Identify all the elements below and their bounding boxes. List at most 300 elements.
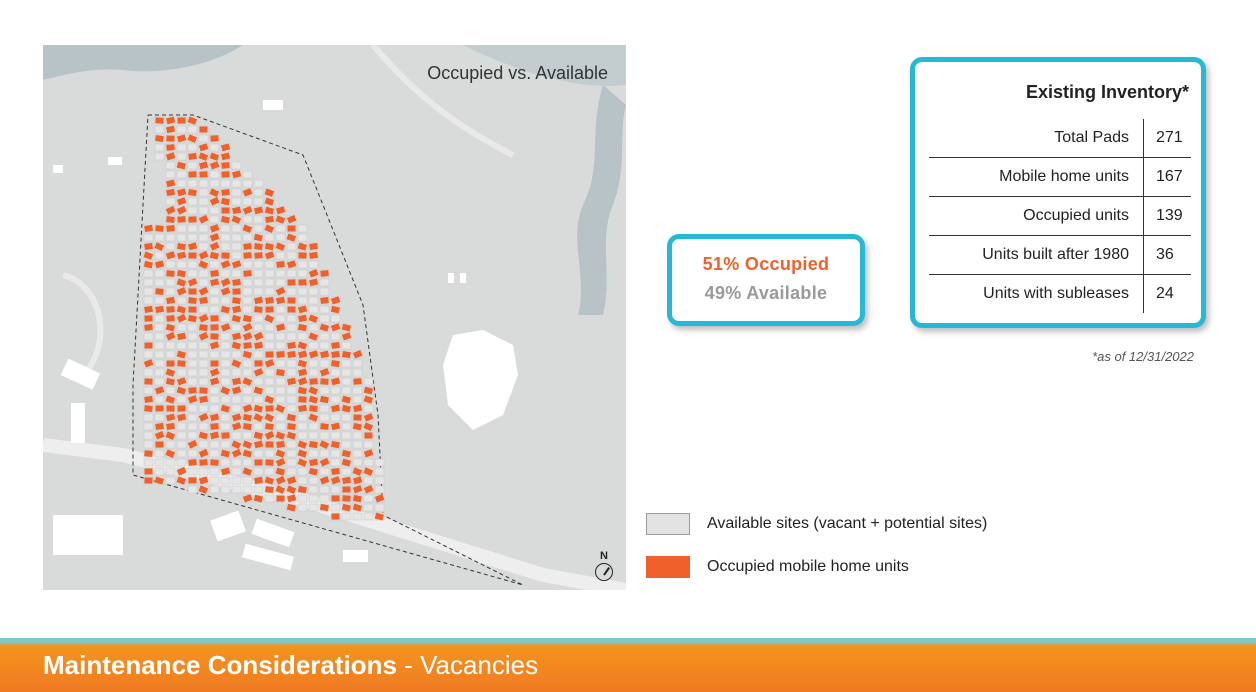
available-site (210, 405, 219, 412)
available-site (276, 315, 285, 322)
north-label: N (600, 550, 608, 562)
available-site (287, 243, 296, 250)
available-site (155, 351, 164, 358)
building (460, 273, 466, 283)
occupied-unit (155, 135, 164, 142)
available-site (298, 270, 307, 277)
available-site (210, 387, 219, 394)
occupied-unit (144, 378, 152, 384)
table-row (929, 158, 1191, 197)
occupied-unit (210, 270, 219, 277)
available-site (364, 441, 373, 448)
available-site (177, 432, 186, 439)
occupied-unit (166, 225, 175, 232)
occupied-unit (188, 477, 196, 483)
occupied-unit (177, 360, 186, 367)
occupied-unit (155, 423, 164, 430)
available-site (210, 450, 219, 457)
available-site (298, 495, 307, 502)
available-site (199, 270, 208, 277)
occupied-unit (210, 324, 218, 330)
occupied-unit (243, 243, 252, 250)
legend-occupied (646, 556, 909, 578)
occupied-unit (155, 288, 163, 295)
available-site (177, 459, 186, 466)
available-site (166, 234, 175, 241)
available-site (177, 153, 186, 160)
available-site (320, 495, 329, 502)
available-site (265, 261, 274, 268)
available-site (155, 378, 164, 385)
available-site (320, 387, 329, 394)
occupied-unit (199, 387, 207, 394)
available-site (221, 423, 230, 430)
available-site (342, 513, 351, 520)
available-site (210, 288, 219, 295)
occupied-unit (287, 306, 295, 312)
available-site (320, 342, 329, 349)
available-site (298, 234, 307, 241)
available-site (353, 450, 362, 457)
available-site (375, 477, 384, 484)
available-site (342, 432, 351, 439)
available-site (309, 360, 318, 367)
available-site (232, 486, 241, 493)
occupied-unit (166, 189, 175, 196)
inventory-card (910, 57, 1206, 328)
occupied-unit (166, 405, 174, 411)
available-site (155, 126, 164, 133)
building (251, 519, 294, 548)
available-site (199, 306, 208, 313)
available-site (155, 369, 164, 376)
available-site (298, 423, 307, 430)
occupied-unit (210, 135, 218, 141)
map-title: Occupied vs. Available (427, 63, 608, 83)
available-site (331, 504, 340, 511)
available-site (353, 387, 362, 394)
footer-subtitle: - Vacancies (396, 650, 539, 680)
available-site (364, 504, 373, 511)
occupied-unit (287, 423, 296, 430)
occupied-unit (144, 396, 153, 403)
occupied-unit (144, 243, 153, 250)
occupied-percent: 51% Occupied (702, 254, 830, 274)
table-row (929, 236, 1191, 275)
available-site (309, 261, 318, 268)
occupied-unit (210, 423, 218, 430)
available-site (144, 297, 153, 304)
available-site (265, 270, 274, 277)
available-site (254, 198, 263, 205)
legend-available (646, 513, 987, 535)
available-site (232, 270, 241, 277)
available-site (243, 288, 252, 295)
legend-occupied-label: Occupied mobile home units (707, 558, 909, 575)
occupied-unit (155, 405, 163, 411)
available-site (287, 441, 296, 448)
available-site (254, 378, 263, 385)
available-site (144, 351, 153, 358)
occupied-unit (144, 342, 152, 348)
available-site (199, 360, 208, 367)
available-site (221, 243, 230, 250)
available-site (287, 468, 296, 475)
available-site (287, 387, 296, 394)
available-site (155, 297, 164, 304)
available-site (144, 414, 153, 421)
available-site (210, 261, 219, 268)
available-site (254, 450, 263, 457)
occupancy-summary (667, 234, 865, 326)
available-site (298, 504, 307, 511)
occupied-unit (144, 324, 153, 331)
available-site (320, 486, 329, 493)
available-site (155, 414, 164, 421)
occupied-unit (188, 171, 196, 177)
available-site (210, 396, 219, 403)
available-site (232, 234, 241, 241)
available-site (276, 234, 285, 241)
available-site (144, 333, 153, 340)
available-site (309, 504, 318, 511)
available-site (232, 405, 241, 412)
available-site (309, 306, 318, 313)
available-site (232, 468, 241, 475)
occupied-unit (331, 513, 339, 519)
available-site (320, 306, 329, 313)
row-label: Units with subleases (929, 275, 1144, 314)
occupied-unit (144, 405, 153, 412)
available-site (188, 180, 197, 187)
available-site (309, 342, 318, 349)
available-site (298, 468, 307, 475)
available-site (287, 333, 296, 340)
occupied-unit (265, 405, 273, 411)
available-site (320, 288, 329, 295)
available-site (221, 477, 230, 484)
occupied-unit (298, 405, 307, 412)
available-site (210, 486, 219, 493)
inventory-title: Existing Inventory* (1025, 82, 1189, 102)
available-site (144, 270, 153, 277)
occupied-unit (254, 360, 262, 366)
occupied-unit (188, 297, 197, 304)
available-site (309, 297, 318, 304)
available-site (232, 252, 241, 259)
available-site (144, 234, 153, 241)
occupied-unit (331, 360, 340, 367)
available-site (166, 441, 175, 448)
legend-available-label: Available sites (vacant + potential sites) (707, 515, 988, 532)
available-site (188, 414, 197, 421)
available-site (243, 297, 252, 304)
available-site (144, 432, 153, 439)
occupied-unit (254, 252, 263, 259)
available-site (155, 252, 164, 259)
available-site (320, 405, 329, 412)
available-site (320, 450, 329, 457)
available-site (199, 441, 208, 448)
available-site (177, 297, 186, 304)
occupied-unit (309, 252, 318, 259)
occupied-unit (331, 342, 340, 349)
available-site (342, 369, 351, 376)
available-site (342, 423, 351, 430)
occupied-unit (155, 441, 163, 447)
occupied-unit (342, 486, 350, 492)
occupied-unit (254, 306, 263, 313)
row-value: 271 (1144, 119, 1192, 158)
available-site (243, 234, 252, 241)
footer-bar (0, 638, 1256, 692)
available-site (309, 369, 318, 376)
building (71, 403, 85, 443)
available-site (166, 459, 175, 466)
occupied-unit (243, 270, 252, 277)
available-site (265, 234, 274, 241)
available-site (265, 369, 274, 376)
available-site (199, 234, 208, 241)
available-site (287, 270, 296, 277)
available-site (375, 486, 384, 493)
occupied-unit (221, 252, 229, 258)
available-site (342, 342, 351, 349)
occupied-unit (232, 297, 241, 304)
available-site (188, 432, 197, 439)
available-site (276, 225, 285, 232)
occupied-unit (276, 495, 284, 501)
available-site (276, 342, 285, 349)
occupied-unit (177, 405, 185, 411)
building (242, 544, 294, 570)
available-site (210, 297, 219, 304)
available-site (243, 459, 252, 466)
available-site (353, 459, 362, 466)
occupied-unit (166, 135, 174, 141)
occupied-unit (287, 225, 295, 231)
available-site (243, 432, 252, 439)
occupied-unit (155, 225, 163, 232)
available-site (276, 270, 285, 277)
occupied-unit (221, 171, 229, 177)
available-site (199, 180, 208, 187)
available-site (320, 468, 329, 475)
available-site (265, 333, 274, 340)
available-site (144, 288, 153, 295)
available-site (155, 144, 164, 151)
available-site (144, 387, 153, 394)
available-site (188, 333, 197, 340)
occupied-unit (320, 297, 329, 304)
available-site (309, 432, 318, 439)
available-site (166, 279, 175, 286)
occupied-unit (287, 342, 296, 349)
available-site (188, 144, 197, 151)
occupied-unit (199, 171, 207, 177)
occupied-unit (221, 207, 229, 213)
building-large (443, 330, 518, 430)
available-site (353, 432, 362, 439)
occupied-unit (254, 459, 262, 465)
occupied-unit (188, 288, 196, 294)
available-site (243, 360, 252, 367)
available-site (210, 441, 219, 448)
available-site (254, 270, 263, 277)
available-site (320, 279, 329, 286)
available-site (210, 477, 219, 484)
available-site (188, 486, 197, 493)
available-site (221, 333, 230, 340)
available-site (221, 351, 230, 358)
available-site (254, 396, 263, 403)
available-site (331, 450, 340, 457)
available-site (254, 423, 263, 430)
available-site (199, 342, 208, 349)
occupied-unit (320, 378, 328, 385)
available-site (177, 144, 186, 151)
available-site (309, 495, 318, 502)
available-site (342, 468, 351, 475)
available-site (331, 333, 340, 340)
available-site (188, 207, 197, 214)
occupied-unit (320, 423, 329, 430)
available-site (199, 423, 208, 430)
available-site (342, 387, 351, 394)
available-site (166, 198, 175, 205)
available-site (188, 270, 197, 277)
available-site (243, 180, 252, 187)
available-site (188, 450, 197, 457)
occupied-unit (166, 360, 174, 366)
available-site (155, 153, 164, 160)
occupied-unit (199, 324, 208, 331)
occupied-unit (265, 486, 274, 493)
available-site (243, 261, 252, 268)
row-label: Units built after 1980 (929, 236, 1144, 275)
river (577, 85, 626, 315)
available-site (166, 261, 175, 268)
occupied-unit (287, 279, 295, 285)
available-site (199, 351, 208, 358)
available-site (375, 459, 384, 466)
occupied-unit (188, 153, 197, 160)
available-site (177, 324, 186, 331)
inventory-table (929, 119, 1191, 313)
available-site (309, 486, 318, 493)
available-site (199, 189, 208, 196)
row-label: Total Pads (929, 119, 1144, 158)
available-site (188, 369, 197, 376)
available-site (221, 459, 230, 466)
available-site (265, 288, 274, 295)
occupied-unit (199, 126, 207, 132)
available-site (287, 288, 296, 295)
occupied-unit (331, 495, 339, 501)
occupied-unit (155, 117, 163, 123)
occupied-unit (166, 306, 174, 313)
occupied-unit (177, 243, 186, 250)
occupied-unit (309, 441, 318, 448)
available-site (199, 369, 208, 376)
available-site (276, 252, 285, 259)
available-site (298, 333, 307, 340)
occupied-unit (232, 288, 240, 294)
occupied-unit (210, 360, 218, 366)
occupied-unit (155, 306, 164, 313)
available-site (243, 387, 252, 394)
available-site (276, 414, 285, 421)
available-site (254, 189, 263, 196)
available-site (144, 369, 153, 376)
available-site (166, 477, 175, 484)
occupied-unit (298, 252, 306, 258)
available-site (265, 378, 274, 385)
available-site (166, 468, 175, 475)
available-site (221, 360, 230, 367)
available-site (243, 198, 252, 205)
available-site (155, 279, 164, 286)
available-site (364, 495, 373, 502)
available-site (166, 171, 175, 178)
available-site (221, 234, 230, 241)
occupied-unit (199, 459, 207, 466)
available-site (287, 360, 296, 367)
available-site (221, 414, 230, 421)
occupied-unit (188, 216, 196, 222)
available-site (221, 225, 230, 232)
available-site (155, 396, 164, 403)
available-site (353, 441, 362, 448)
building (210, 511, 246, 542)
available-site (199, 135, 208, 142)
occupied-unit (276, 351, 285, 358)
occupied-unit (188, 252, 196, 258)
available-site (177, 441, 186, 448)
available-site (177, 450, 186, 457)
available-site (188, 378, 197, 385)
available-site (254, 216, 263, 223)
row-label: Occupied units (929, 197, 1144, 236)
occupied-unit (287, 297, 295, 303)
occupied-unit (276, 369, 285, 376)
available-site (276, 333, 285, 340)
available-site (276, 279, 285, 286)
occupied-unit (177, 216, 185, 223)
occupied-unit (276, 441, 285, 448)
available-site (210, 171, 219, 178)
available-site (254, 315, 263, 322)
available-site (232, 243, 241, 250)
available-site (221, 270, 230, 277)
available-site (232, 225, 241, 232)
available-site (353, 513, 362, 520)
row-value: 36 (1144, 236, 1192, 275)
occupied-unit (331, 468, 340, 475)
available-site (287, 405, 296, 412)
occupied-unit (166, 216, 175, 223)
north-arrow-icon (592, 550, 616, 586)
available-site (177, 225, 186, 232)
water-area (43, 45, 243, 80)
available-site (265, 324, 274, 331)
available-site (320, 360, 329, 367)
available-site (331, 369, 340, 376)
available-site (155, 333, 164, 340)
occupied-unit (309, 405, 318, 412)
occupied-unit (221, 162, 229, 169)
occupied-unit (265, 351, 273, 357)
